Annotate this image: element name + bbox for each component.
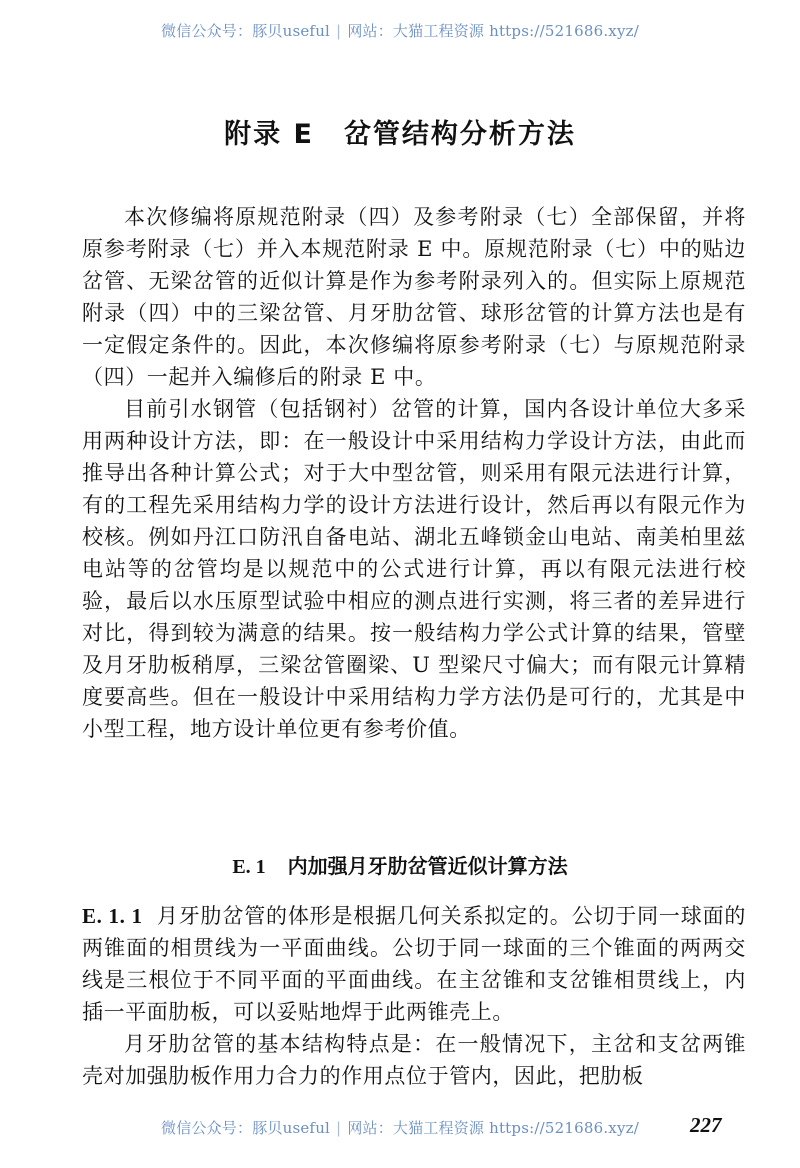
intro-paragraph-2: 目前引水钢管（包括钢衬）岔管的计算，国内各设计单位大多采用两种设计方法，即：在一般设计中采用结构力学设计方法，由此而推导出各种计算公式；对于大中型岔管，则采用有限元法进行计算，有的工程先采用结构力学的设计方法进行设计，然后再以有限元作为校核。例如丹江口防汛自备电站、湖北五峰锁金山电站、南美柏里兹电站等的岔管均是以规范中的公式进行计算，再以有限元法进行校验，最后以水压原型试验中相应的测点进行实测，将三者的差异进行对比，得到较为满意的结果。按一般结构力学公式计算的结果，管壁及月牙肋板稍厚，三梁岔管圈梁、U 型梁尺寸偏大；而有限元计算精度要高些。但在一般设计中采用结构力学方法仍是可行的，尤其是中小型工程，地方设计单位更有参考价值。 [82, 397, 746, 741]
section-heading [0, 850, 800, 879]
footer-watermark-wechat: 微信公众号：豚贝useful [161, 1119, 331, 1137]
intro-text [82, 201, 746, 745]
section-number: E. 1 [232, 856, 266, 878]
watermark-wechat: 微信公众号：豚贝useful [161, 22, 331, 40]
footer-watermark-separator: | [336, 1119, 342, 1137]
appendix-code: 附录 E [224, 119, 314, 150]
header-watermark [0, 20, 800, 41]
footer-watermark-website: 网站：大猫工程资源 https://521686.xyz/ [347, 1119, 639, 1137]
section-title: 内加强月牙肋岔管近似计算方法 [287, 854, 568, 878]
clause-body: 月牙肋岔管的体形是根据几何关系拟定的。公切于同一球面的两锥面的相贯线为一平面曲线。公切于同一球面的三个锥面的两两交线是三根位于不同平面的平面曲线。在主岔锥和支岔锥相贯线上，内插一平面肋板，可以妥贴地焊于此两锥壳上。 [82, 904, 746, 1024]
clause-text [82, 900, 746, 1092]
page-title [0, 112, 800, 151]
footer-watermark [0, 1117, 800, 1138]
clause-followup-paragraph: 月牙肋岔管的基本结构特点是：在一般情况下，主岔和支岔两锥壳对加强肋板作用力合力的作用点位于管内，因此，把肋板 [82, 1032, 746, 1088]
watermark-website: 网站：大猫工程资源 https://521686.xyz/ [347, 22, 639, 40]
clause-number: E. 1. 1 [82, 904, 143, 928]
appendix-title: 岔管结构分析方法 [343, 119, 576, 150]
clause-paragraph [82, 900, 746, 1028]
page-number: 227 [690, 1113, 722, 1137]
watermark-separator: | [336, 22, 342, 40]
intro-paragraph-1: 本次修编将原规范附录（四）及参考附录（七）全部保留，并将原参考附录（七）并入本规范附录 E 中。原规范附录（七）中的贴边岔管、无梁岔管的近似计算是作为参考附录列入的。但实际上原规范附录（四）中的三梁岔管、月牙肋岔管、球形岔管的计算方法也是有一定假定条件的。因此，本次修编将原参考附录（七）与原规范附录（四）一起并入编修后的附录 E 中。 [82, 205, 746, 389]
